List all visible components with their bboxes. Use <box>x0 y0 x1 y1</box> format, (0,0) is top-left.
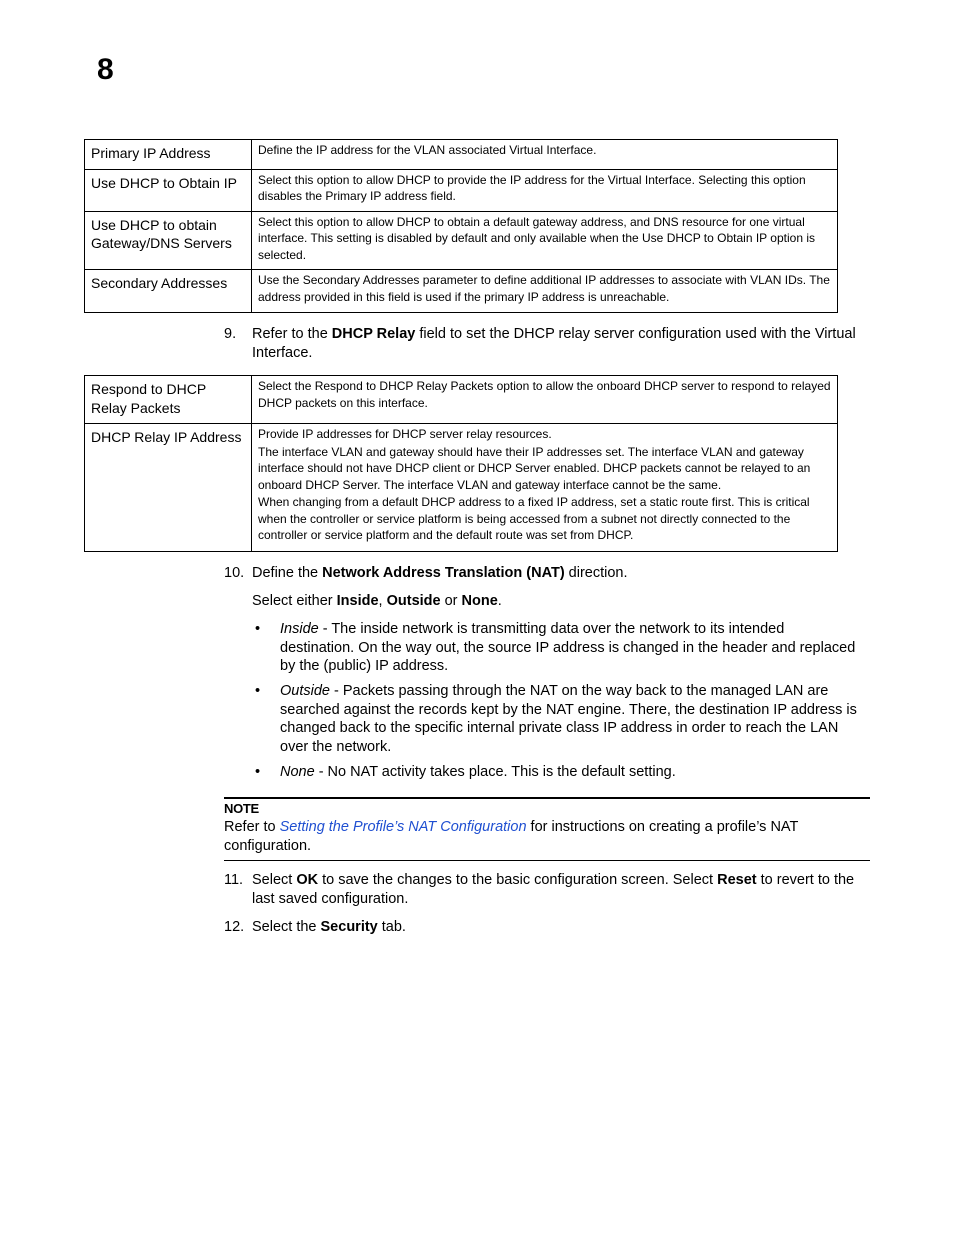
table-row <box>85 140 838 170</box>
text-part: destination. On the way out, the source IP address is changed in the header and replaced <box>280 639 856 656</box>
text-part: , <box>378 593 387 609</box>
nat-configuration-link[interactable]: Setting the Profile’s NAT Configuration <box>279 819 527 835</box>
ui-term-reset: Reset <box>717 872 757 888</box>
step-text-part: Define the <box>252 565 323 581</box>
interface-address-table <box>84 139 838 313</box>
bullet-term: Outside <box>280 683 330 699</box>
param-name: Use DHCP to Obtain IP <box>85 169 252 211</box>
step-number: 11. <box>224 872 244 888</box>
text-part: configuration. <box>224 837 312 854</box>
step-text <box>252 871 870 908</box>
ui-term-inside: Inside <box>336 593 379 609</box>
param-name: Respond to DHCP Relay Packets <box>85 376 252 424</box>
param-description <box>252 424 838 552</box>
note-top-rule <box>224 797 870 799</box>
note-title: NOTE <box>224 801 259 816</box>
step-text-part: Refer to the <box>252 326 332 342</box>
ui-term-none: None <box>461 593 498 609</box>
text-part: Select the <box>252 919 321 935</box>
text-part: Refer to <box>224 819 280 835</box>
ui-term-nat: Network Address Translation (NAT) <box>322 565 565 581</box>
text-part: Select <box>252 872 297 888</box>
text-part: - No NAT activity takes place. This is the default setting. <box>314 764 676 780</box>
text-part: changed back to the specific internal private class IP address in order to reach the LAN <box>280 720 839 736</box>
text-part: by the (public) IP address. <box>280 658 449 674</box>
note-text <box>224 818 834 855</box>
text-part: or <box>440 593 462 609</box>
step-text-part: direction. <box>564 565 628 581</box>
step-text-part: Interface. <box>252 344 313 361</box>
text-part: over the network. <box>280 738 392 755</box>
dhcp-relay-table <box>84 375 838 552</box>
table-row <box>85 424 838 552</box>
text-part: - The inside network is transmitting data over the network to its intended <box>318 621 785 637</box>
param-name: DHCP Relay IP Address <box>85 424 252 552</box>
text-part: tab. <box>377 919 406 935</box>
step-number: 12. <box>224 919 245 935</box>
text-part: to revert to the <box>756 872 855 888</box>
text-part: - Packets passing through the NAT on the way back to the managed LAN are <box>329 683 829 699</box>
param-description: Define the IP address for the VLAN associated Virtual Interface. <box>252 140 838 170</box>
param-description: Use the Secondary Addresses parameter to define additional IP addresses to associate with VLAN IDs. The address provided in this field is used if the primary IP address is unreachable. <box>252 270 838 313</box>
param-name: Primary IP Address <box>85 140 252 170</box>
table-row <box>85 211 838 270</box>
step-text <box>252 564 628 583</box>
param-description: Select this option to allow DHCP to obtain a default gateway address, and DNS resource for one virtual interface. This setting is disabled by default and only available when the Use DHCP to Obtain IP option is selected. <box>252 211 838 270</box>
select-line <box>252 592 502 611</box>
step-number: 9. <box>224 326 237 342</box>
desc-paragraph: When changing from a default DHCP address to a fixed IP address, set a static route first. This is critical when the controller or service platform is being accessed from a subnet not directly connected to the controller or service platform and the default route was set from DHCP. <box>258 495 810 542</box>
chapter-number: 8 <box>97 53 114 86</box>
table-row <box>85 169 838 211</box>
text-part: . <box>497 593 502 609</box>
desc-paragraph: Provide IP addresses for DHCP server relay resources. <box>258 427 552 441</box>
text-part: for instructions on creating a profile’s NAT <box>526 819 799 835</box>
table-row <box>85 270 838 313</box>
desc-paragraph: The interface VLAN and gateway should have their IP addresses set. The interface VLAN and gateway interface should not have DHCP client or DHCP Server enabled. DHCP packets cannot be relayed to an onboard DHCP Server. The interface VLAN and gateway interface cannot be the same. <box>258 444 811 492</box>
step-text <box>252 918 406 937</box>
ui-term-ok: OK <box>296 872 319 888</box>
step-text <box>252 325 870 362</box>
bullet-term: Inside <box>280 621 319 637</box>
bullet-text <box>280 620 870 676</box>
step-text-part: field to set the DHCP relay server configuration used with the Virtual <box>415 326 856 342</box>
ui-term-outside: Outside <box>386 593 441 609</box>
param-description: Select this option to allow DHCP to provide the IP address for the Virtual Interface. Selecting this option disables the Primary IP address field. <box>252 169 838 211</box>
table-row <box>85 376 838 424</box>
ui-term-dhcp-relay: DHCP Relay <box>331 326 416 342</box>
step-number: 10. <box>224 565 245 581</box>
param-name: Use DHCP to obtain Gateway/DNS Servers <box>85 211 252 270</box>
param-description: Select the Respond to DHCP Relay Packets option to allow the onboard DHCP server to respond to relayed DHCP packets on this interface. <box>252 376 838 424</box>
note-bottom-rule <box>224 860 870 861</box>
bullet-text <box>280 763 870 782</box>
bullet-icon: • <box>255 764 261 780</box>
bullet-icon: • <box>255 683 261 699</box>
bullet-text <box>280 682 870 756</box>
bullet-icon: • <box>255 621 261 637</box>
text-part: searched against the records kept by the NAT engine. There, the destination IP address is <box>280 701 857 718</box>
param-name: Secondary Addresses <box>85 270 252 313</box>
ui-term-security: Security <box>320 919 378 935</box>
text-part: to save the changes to the basic configuration screen. Select <box>318 872 718 888</box>
text-part: last saved configuration. <box>252 890 409 907</box>
text-part: Select either <box>252 593 337 609</box>
bullet-term: None <box>280 764 315 780</box>
